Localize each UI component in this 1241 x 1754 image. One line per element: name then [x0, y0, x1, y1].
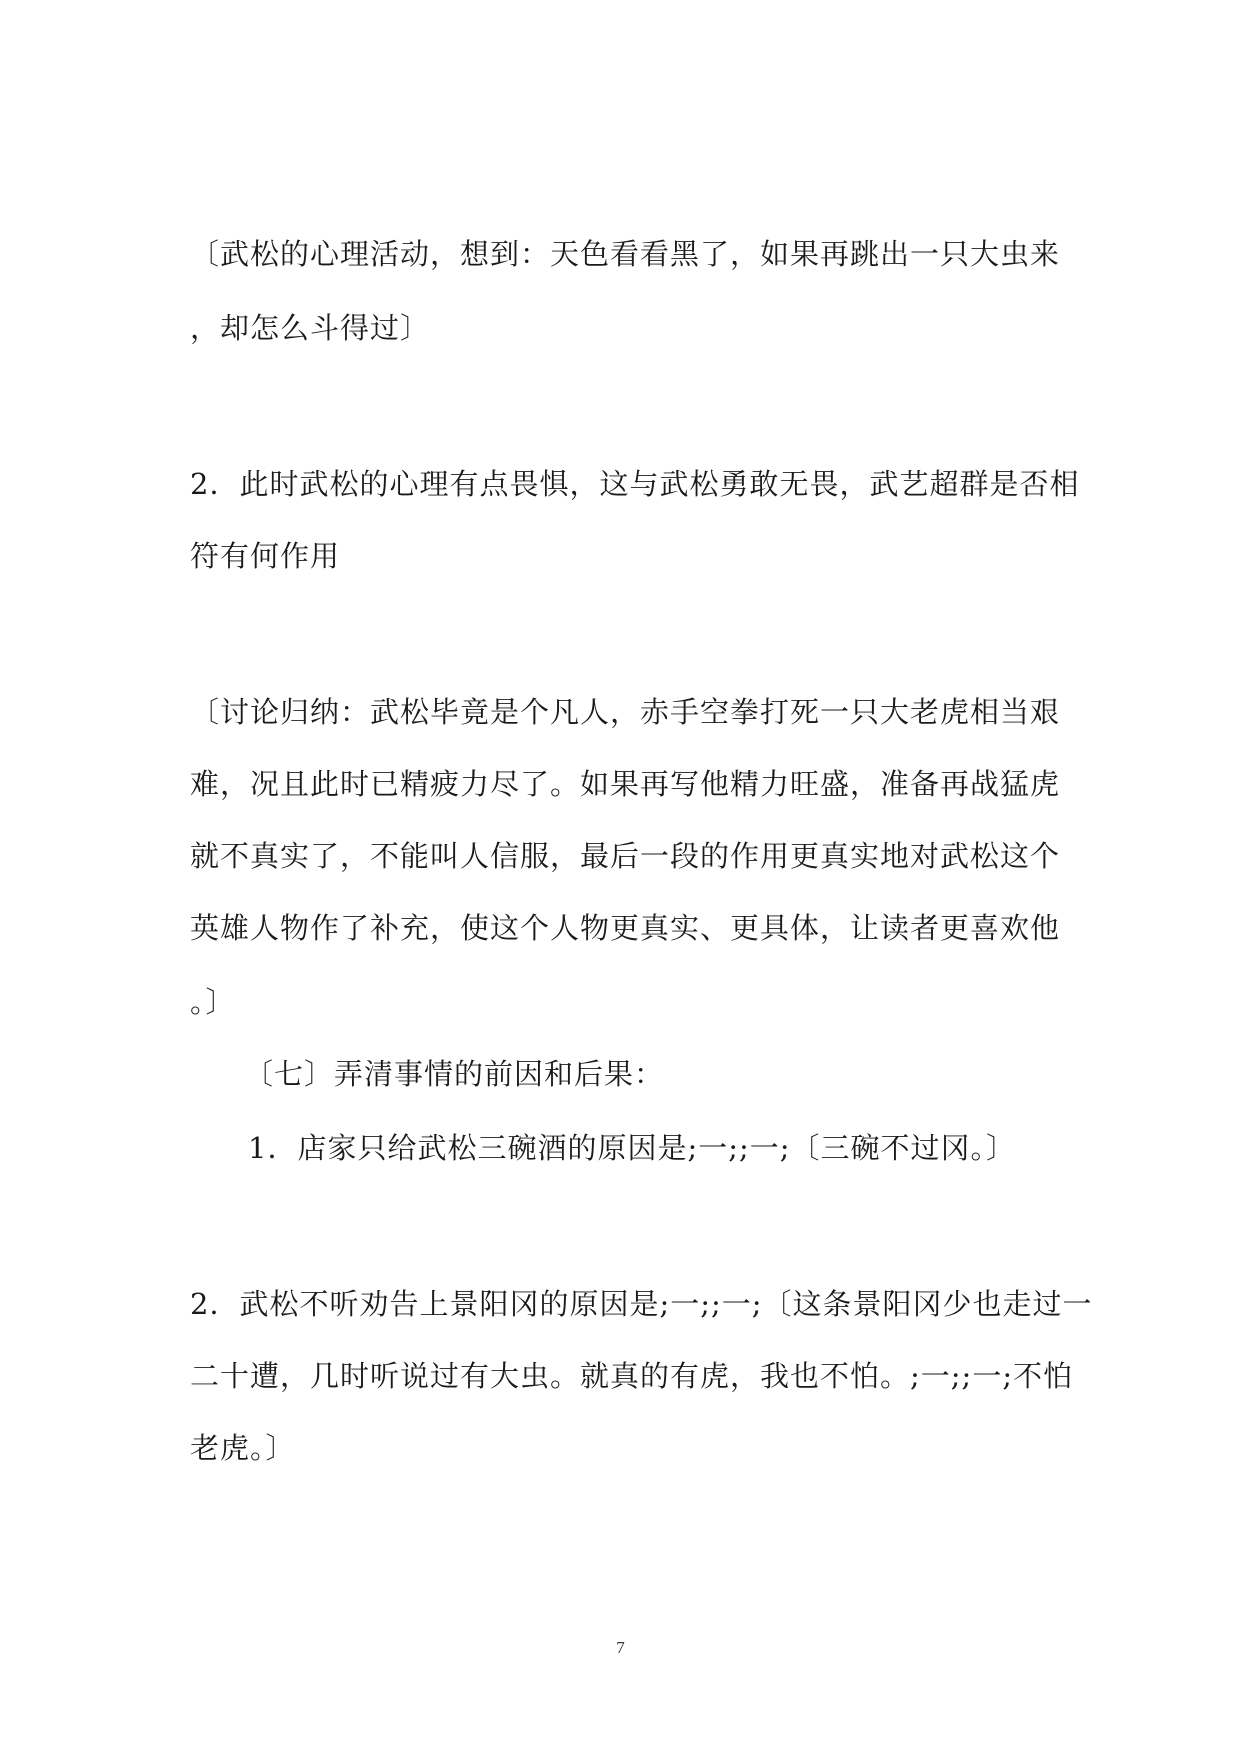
- text-line: 难，况且此时已精疲力尽了。如果再写他精力旺盛，准备再战猛虎: [190, 767, 1061, 801]
- page-number: 7: [616, 1638, 625, 1657]
- text-line: 老虎。〕: [190, 1431, 296, 1465]
- text-line: 就不真实了，不能叫人信服，最后一段的作用更真实地对武松这个: [190, 839, 1061, 873]
- question-2-line: 2．此时武松的心理有点畏惧，这与武松勇敢无畏，武艺超群是否相: [190, 467, 1080, 501]
- text-line: ，却怎么斗得过〕: [190, 311, 431, 345]
- text-line: 。〕: [190, 985, 236, 1019]
- text-line: 二十遭，几时听说过有大虫。就真的有虎，我也不怕。;一;;一;不怕: [190, 1359, 1074, 1393]
- discussion-line: 〔讨论归纳：武松毕竟是个凡人，赤手空拳打死一只大老虎相当艰: [190, 695, 1061, 729]
- text-line: 英雄人物作了补充，使这个人物更真实、更具体，让读者更喜欢他: [190, 911, 1061, 945]
- question-1-line: 1．店家只给武松三碗酒的原因是;一;;一;〔三碗不过冈。〕: [248, 1131, 1017, 1165]
- text-line: 〔武松的心理活动，想到：天色看看黑了，如果再跳出一只大虫来: [190, 237, 1061, 271]
- section-heading: 〔七〕弄清事情的前因和后果：: [244, 1057, 665, 1091]
- text-line: 符有何作用: [190, 539, 341, 573]
- question-2-line: 2．武松不听劝告上景阳冈的原因是;一;;一;〔这条景阳冈少也走过一: [190, 1287, 1093, 1321]
